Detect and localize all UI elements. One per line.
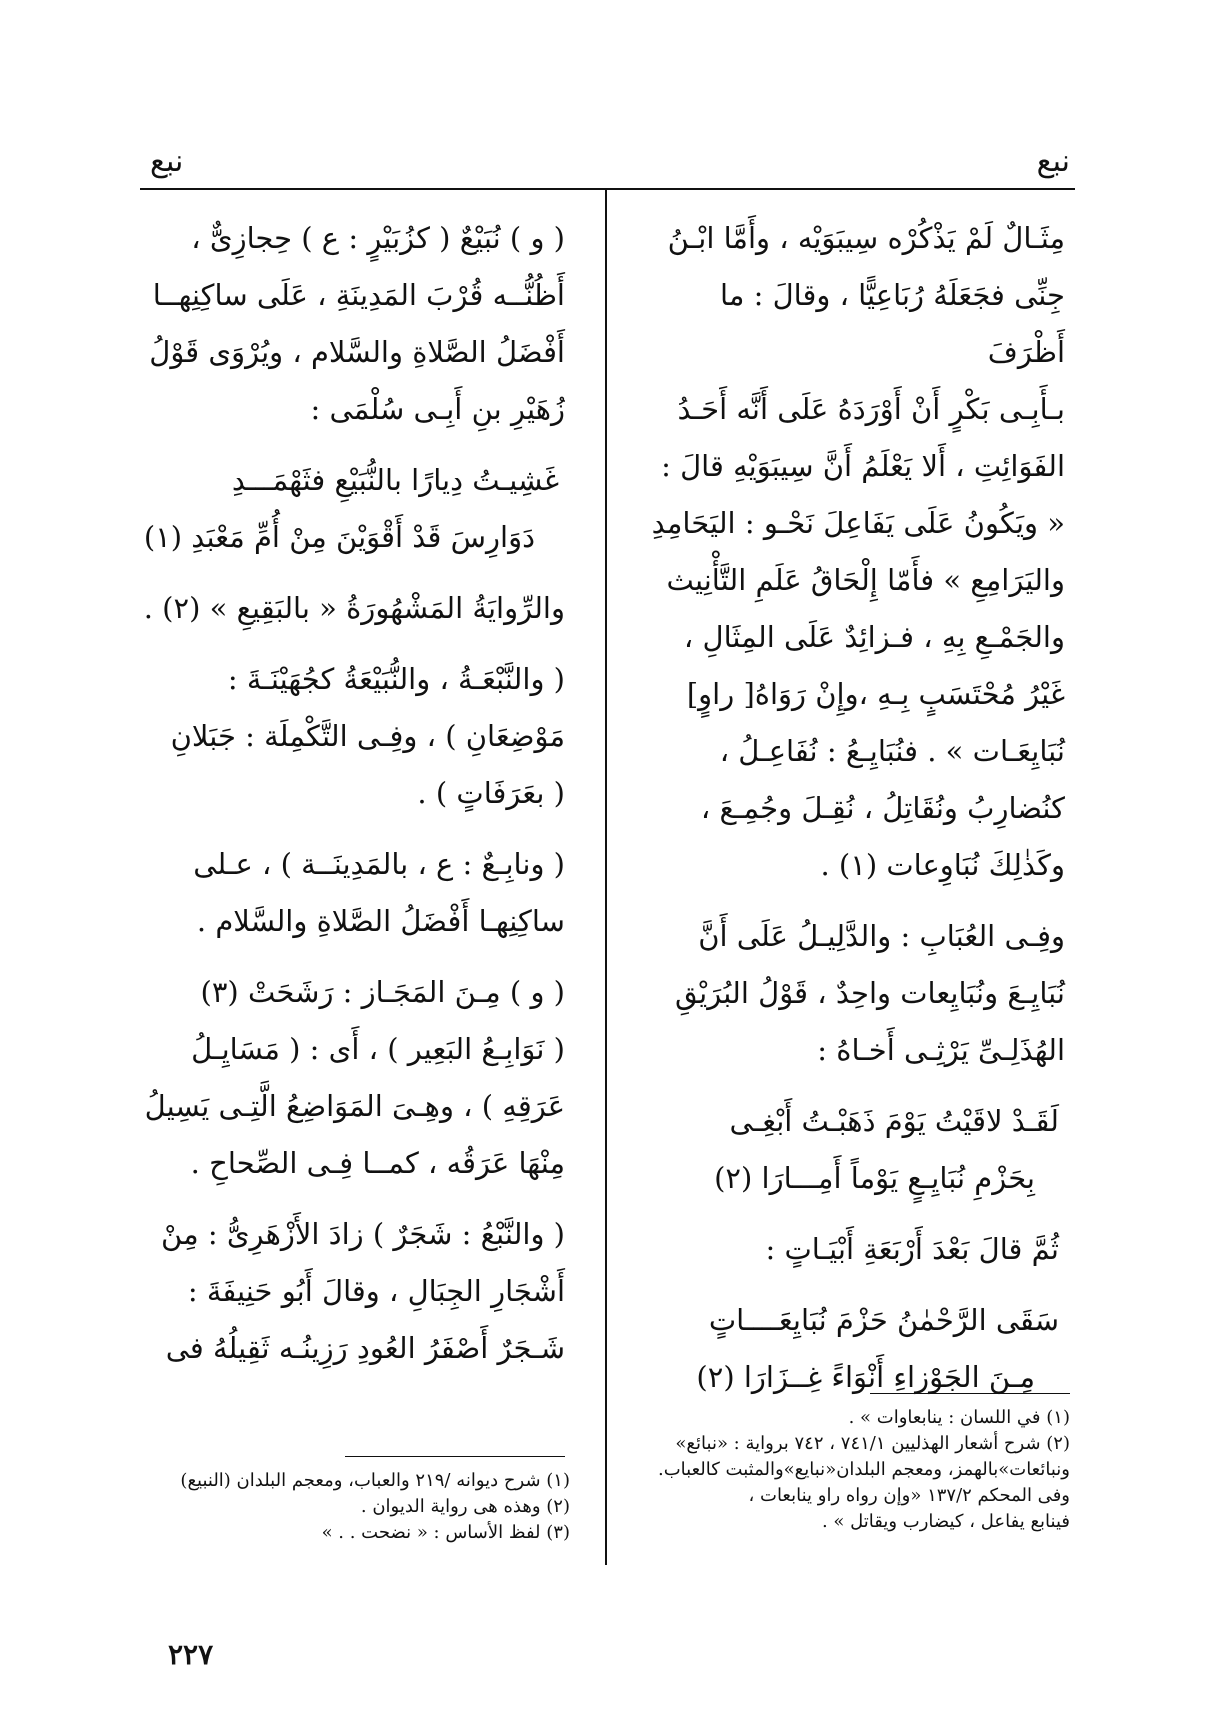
right-column [635,210,1065,1406]
text-line: وكَذٰلِكَ نُبَاوِعات (١) . [820,848,1065,882]
page-number: ٢٢٧ [168,1638,214,1671]
column-divider [605,190,607,1565]
running-headword-right: نبع [1036,144,1070,179]
text-line: والرِّوايَةُ المَشْهُورَةُ « بالبَقِيعِ » (٢) . [143,591,565,625]
text-line: غَيْرُ مُحْتَسَبٍ بِـهِ ،وإِنْ رَوَاهُ[ راوٍ] [686,677,1065,711]
text-line: الهُذَلِـىِّ يَرْثِـى أَخـاهُ : [817,1033,1065,1067]
verse-line: سَقَى الرَّحْمٰنُ حَزْمَ نُبَايِعَــــاتٍ [708,1303,1059,1337]
text-line: وفِـى العُبَابِ : والدَّلِيـلُ عَلَى أَنَّ [698,919,1065,953]
left-column [135,210,565,1377]
running-headword-left: نبع [150,144,184,179]
text-line: « ويَكُونُ عَلَى يَفَاعِلَ نَحْـو : اليَحَامِدِ [651,506,1065,540]
text-line: أَشْجَارِ الجِبَالِ ، وقالَ أَبُو حَنِيفَةَ : [187,1274,565,1308]
footnote-rule-left [345,1456,565,1457]
verse-line: غَشِيـتُ دِيارًا بالنُّبَيْعِ فثَهْمَـــدِ [231,463,559,497]
footnotes-left [130,1468,570,1546]
page-header [150,140,1070,200]
text-line: والجَمْـعِ بِهِ ، فـزائِدٌ عَلَى المِثَالِ ، [683,620,1065,654]
text-line: واليَرَامِعِ » فأَمّا إِلْحَاقُ عَلَمِ التَّأْنِيث [666,563,1065,597]
footnote: (١) شرح ديوانه /٢١٩ والعباب، ومعجم البلدان (النبيع) [180,1470,570,1491]
footnotes-right [640,1405,1070,1535]
text-line: ( بعَرَفَاتٍ ) . [417,776,565,810]
text-line: نُبَايِـعَ ونُبَايِعات واحِدٌ ، قَوْلُ البُرَيْقِ [675,976,1065,1010]
header-rule [140,188,1075,190]
text-line: نُبَايِعَـات » . فنُبَايِـعُ : نُفَاعِـلُ ، [719,734,1065,768]
text-line: أَظُنُّــه قُرْبَ المَدِينَةِ ، عَلَى ساكِنِهــا [152,278,565,312]
footnote: وفى المحكم ١٣٧/٢ «وإن رواه راو ينابعات ، [748,1485,1070,1506]
footnote-rule-right [870,1393,1070,1394]
text-line: جِنِّى فجَعَلَهُ رُبَاعِيًّا ، وقالَ : ما أَظْرَفَ [720,278,1065,369]
text-line: ( والنَّبْعُ : شَجَرٌ ) زادَ الأَزْهَرِىُّ : مِنْ [161,1217,565,1251]
text-line: شَـجَرٌ أَصْفَرُ العُودِ رَزِينُـه ثَقِيلُهُ فى [165,1331,565,1365]
footnote: ونبائعات»بالهمز، ومعجم البلدان«نبايع»والمثبت كالعباب. [658,1459,1070,1480]
footnote: (٣) لفظ الأساس : « نضحت . . » [321,1522,570,1543]
footnote: (٢) وهذه هى رواية الديوان . [360,1496,570,1517]
verse-line: لَقَـدْ لاقَيْتُ يَوْمَ ذَهَبْـتُ أَبْغِـى [729,1104,1059,1138]
text-line: مِنْهَا عَرَقُه ، كمــا فِـى الصِّحاحِ . [190,1146,565,1180]
text-line: كنُضارِبُ ونُقَاتِلُ ، نُقِـلَ وجُمِـعَ ، [700,791,1065,825]
text-line: ( و ) مِـنَ المَجَـاز : رَشَحَتْ (٣) [200,975,565,1009]
verse-line: بِحَزْمِ نُبَايِـعٍ يَوْماً أَمِـــارَا (٢) [714,1161,1035,1195]
text-line: أَفْضَلُ الصَّلاةِ والسَّلام ، ويُرْوَى قَوْلُ [149,335,565,369]
text-line: عَرَقِهِ ) ، وهِـىَ المَوَاضِعُ الَّتِـى يَسِيلُ [144,1089,565,1123]
text-line: ( ونابِـعٌ : ع ، بالمَدِينَــة ) ، عـلى [193,847,565,881]
text-line: ثُمَّ قالَ بَعْدَ أَرْبَعَةِ أَبْيَـاتٍ : [765,1232,1059,1266]
text-line: ( و ) نُبَيْعٌ ( كزُبَيْرٍ : ع ) حِجازِىٌّ ، [191,221,565,255]
text-line: ( والنَّبْعَـةُ ، والنُّبَيْعَةُ كجُهَيْنَـةَ : [227,662,565,696]
text-line: بـأَبِـى بَكْرٍ أَنْ أَوْرَدَهُ عَلَى أَنَّه أَحَـدُ [677,392,1065,426]
text-line: مِثَـالٌ لَمْ يَذْكُرْه سِيبَوَيْه ، وأَمَّا ابْـنُ [667,221,1065,255]
text-line: مَوْضِعَانِ ) ، وفِـى التَّكْمِلَة : جَبَلانِ [170,719,565,753]
verse-line: دَوَارِسَ قَدْ أَقْوَيْنَ مِنْ أُمِّ مَعْبَدِ (١) [143,520,535,554]
footnote: فينابع يفاعل ، كيضارب ويقاتل » . [821,1511,1070,1532]
text-line: زُهَيْرِ بنِ أَبِـى سُلْمَى : [310,392,565,426]
verse-line: مِـنَ الجَوْزاءِ أَنْوَاءً غِــزَارَا (٢) [696,1360,1035,1394]
text-line: ساكِنِهـا أَفْضَلُ الصَّلاةِ والسَّلام . [196,904,565,938]
text-line: الفَوَائِتِ ، أَلا يَعْلَمُ أَنَّ سِيبَوَيْهِ قالَ : [661,449,1065,483]
text-line: ( نَوَابِـعُ البَعِير ) ، أَى : ( مَسَايِـلُ [191,1032,565,1066]
footnote: (٢) شرح أشعار الهذليين ٧٤١/١ ، ٧٤٢ برواية : «نبائع» [675,1433,1070,1454]
footnote: (١) في اللسان : ينابعاوات » . [848,1407,1070,1428]
